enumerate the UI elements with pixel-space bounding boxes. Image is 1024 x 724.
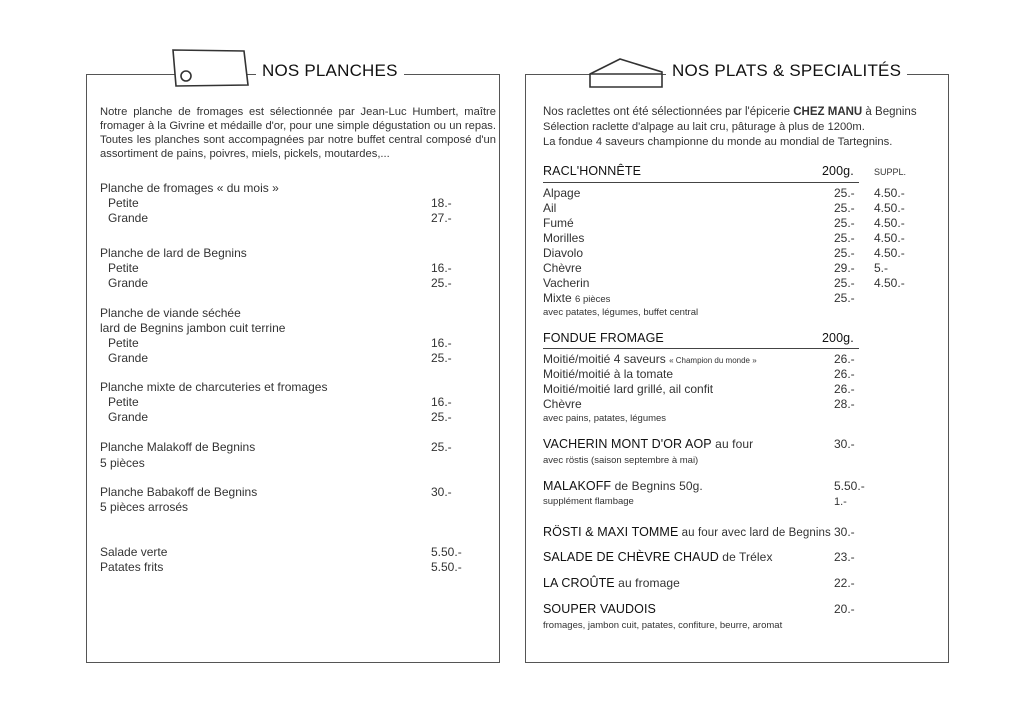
left-panel-title: NOS PLANCHES (256, 61, 404, 81)
vacherin-price: 30.- (834, 437, 855, 451)
vacherin-suffix: au four (711, 437, 754, 451)
fondue-price: 26.- (834, 352, 855, 366)
fondue-item: Moitié/moitié lard grillé, ail confit (543, 382, 714, 396)
right-intro-line3: La fondue 4 saveurs championne du monde au mondial de Tartegnins. (543, 136, 893, 148)
item-label: Grande (108, 410, 149, 424)
salade-price: 23.- (834, 550, 855, 564)
souper-price: 20.- (834, 602, 855, 616)
malakoff-title: Planche Malakoff de Begnins (100, 440, 256, 454)
raclette-note: avec patates, légumes, buffet central (543, 307, 699, 318)
raclette-suppl: 4.50.- (874, 246, 905, 260)
fondue-note: avec pains, patates, légumes (543, 413, 667, 424)
souper-title: SOUPER VAUDOIS (543, 602, 656, 616)
brand-name: CHEZ MANU (793, 106, 863, 118)
malakoff-note-price: 1.- (834, 496, 847, 508)
malakoff-price: 25.- (431, 440, 452, 454)
item-price: 16.- (431, 261, 452, 275)
raclette-mixte (543, 291, 610, 307)
raclette-price: 25.- (834, 201, 855, 215)
raclette-item: Vacherin (543, 276, 590, 290)
malakoff-detail: 5 pièces (100, 456, 145, 470)
fondue-item: Chèvre (543, 397, 582, 411)
raclette-underline (543, 182, 859, 183)
vacherin-title (543, 437, 753, 451)
item-price: 16.- (431, 336, 452, 350)
rosti-price: 30.- (834, 525, 855, 539)
babakoff-detail: 5 pièces arrosés (100, 500, 189, 514)
right-intro-line2: Sélection raclette d'alpage au lait cru, pâturage à plus de 1200m. (543, 121, 865, 133)
malakoff-note: supplément flambage (543, 496, 634, 507)
side-label: Patates frits (100, 560, 164, 574)
salade-suffix: de Trélex (718, 550, 773, 564)
babakoff-price: 30.- (431, 485, 452, 499)
intro-text: Nos raclettes ont été sélectionnées par l'épicerie (543, 106, 794, 118)
raclette-price: 25.- (834, 246, 855, 260)
raclette-item: Fumé (543, 216, 574, 230)
mixte-note: 6 pièces (575, 294, 611, 305)
item-price: 25.- (431, 351, 452, 365)
vacherin-name: VACHERIN MONT D'OR AOP (543, 437, 712, 451)
item-price: 16.- (431, 395, 452, 409)
croute-title (543, 576, 680, 590)
group-title: Planche mixte de charcuteries et fromages (100, 380, 328, 394)
fondue-item (543, 352, 757, 368)
right-intro-line1 (543, 105, 917, 119)
rosti-name: RÖSTI & MAXI TOMME (543, 525, 679, 539)
raclette-item: Chèvre (543, 261, 582, 275)
raclette-item: Morilles (543, 231, 585, 245)
malakoff-item-title (543, 479, 703, 493)
cheese-wedge-icon (586, 54, 668, 90)
side-price: 5.50.- (431, 545, 462, 559)
raclette-price: 29.- (834, 261, 855, 275)
item-price: 27.- (431, 211, 452, 225)
group-title: Planche de viande séchée (100, 306, 241, 320)
raclette-suppl: 4.50.- (874, 216, 905, 230)
vacherin-note: avec röstis (saison septembre à mai) (543, 455, 699, 466)
croute-price: 22.- (834, 576, 855, 590)
intro-text: à Begnins (862, 106, 917, 118)
group-subtitle: lard de Begnins jambon cuit terrine (100, 321, 286, 335)
item-price: 25.- (431, 410, 452, 424)
item-label: Petite (108, 395, 139, 409)
item-price: 18.- (431, 196, 452, 210)
item-label: Grande (108, 276, 149, 290)
croute-suffix: au fromage (614, 576, 680, 590)
fondue-price: 28.- (834, 397, 855, 411)
raclette-suppl: 4.50.- (874, 231, 905, 245)
raclette-mixte-price: 25.- (834, 291, 855, 305)
raclette-suppl: 5.- (874, 261, 889, 275)
souper-note: fromages, jambon cuit, patates, confiture, beurre, aromat (543, 620, 783, 631)
item-label: Grande (108, 211, 149, 225)
right-panel-title: NOS PLATS & SPECIALITÉS (666, 61, 907, 81)
raclette-suppl: 4.50.- (874, 201, 905, 215)
group-title: Planche de lard de Begnins (100, 246, 247, 260)
raclette-price: 25.- (834, 186, 855, 200)
raclette-title: RACL'HONNÊTE (543, 164, 642, 178)
croute-name: LA CROÛTE (543, 576, 615, 590)
malakoff-name: MALAKOFF (543, 479, 612, 493)
fondue-item-note: « Champion du monde » (669, 356, 757, 365)
item-label: Grande (108, 351, 149, 365)
suppl-header: SUPPL. (874, 167, 907, 177)
fondue-price: 26.- (834, 382, 855, 396)
malakoff-item-price: 5.50.- (834, 479, 865, 493)
raclette-weight: 200g. (822, 164, 854, 178)
side-price: 5.50.- (431, 560, 462, 574)
fondue-underline (543, 348, 859, 349)
item-price: 25.- (431, 276, 452, 290)
fondue-title: FONDUE FROMAGE (543, 331, 664, 345)
item-label: Petite (108, 196, 139, 210)
raclette-price: 25.- (834, 216, 855, 230)
raclette-suppl: 4.50.- (874, 276, 905, 290)
babakoff-title: Planche Babakoff de Begnins (100, 485, 258, 499)
raclette-price: 25.- (834, 231, 855, 245)
malakoff-suffix: de Begnins 50g. (611, 479, 703, 493)
raclette-suppl: 4.50.- (874, 186, 905, 200)
fondue-item-label: Moitié/moitié 4 saveurs (543, 352, 666, 366)
left-panel-frame (86, 74, 500, 663)
salade-title (543, 550, 773, 564)
raclette-item: Ail (543, 201, 557, 215)
fondue-item: Moitié/moitié à la tomate (543, 367, 674, 381)
rosti-title (543, 525, 831, 539)
item-label: Petite (108, 261, 139, 275)
fondue-price: 26.- (834, 367, 855, 381)
side-label: Salade verte (100, 545, 168, 559)
raclette-price: 25.- (834, 276, 855, 290)
raclette-item: Diavolo (543, 246, 584, 260)
item-label: Petite (108, 336, 139, 350)
group-title: Planche de fromages « du mois » (100, 181, 279, 195)
rosti-suffix: au four avec lard de Begnins (678, 527, 831, 539)
salade-name: SALADE DE CHÈVRE CHAUD (543, 550, 719, 564)
mixte-label: Mixte (543, 291, 572, 305)
fondue-weight: 200g. (822, 331, 854, 345)
raclette-item: Alpage (543, 186, 581, 200)
left-intro-text: Notre planche de fromages est sélectionnée par Jean-Luc Humbert, maître fromager à la Givrine et médaille d'or, pour une simple dégustation ou un repas. Toutes les planches sont accompagnées par notre buffet central composé d'un assortiment de pains, poivres, miels, pickels, moutardes,... (100, 106, 496, 160)
cheese-board-icon (170, 46, 254, 90)
